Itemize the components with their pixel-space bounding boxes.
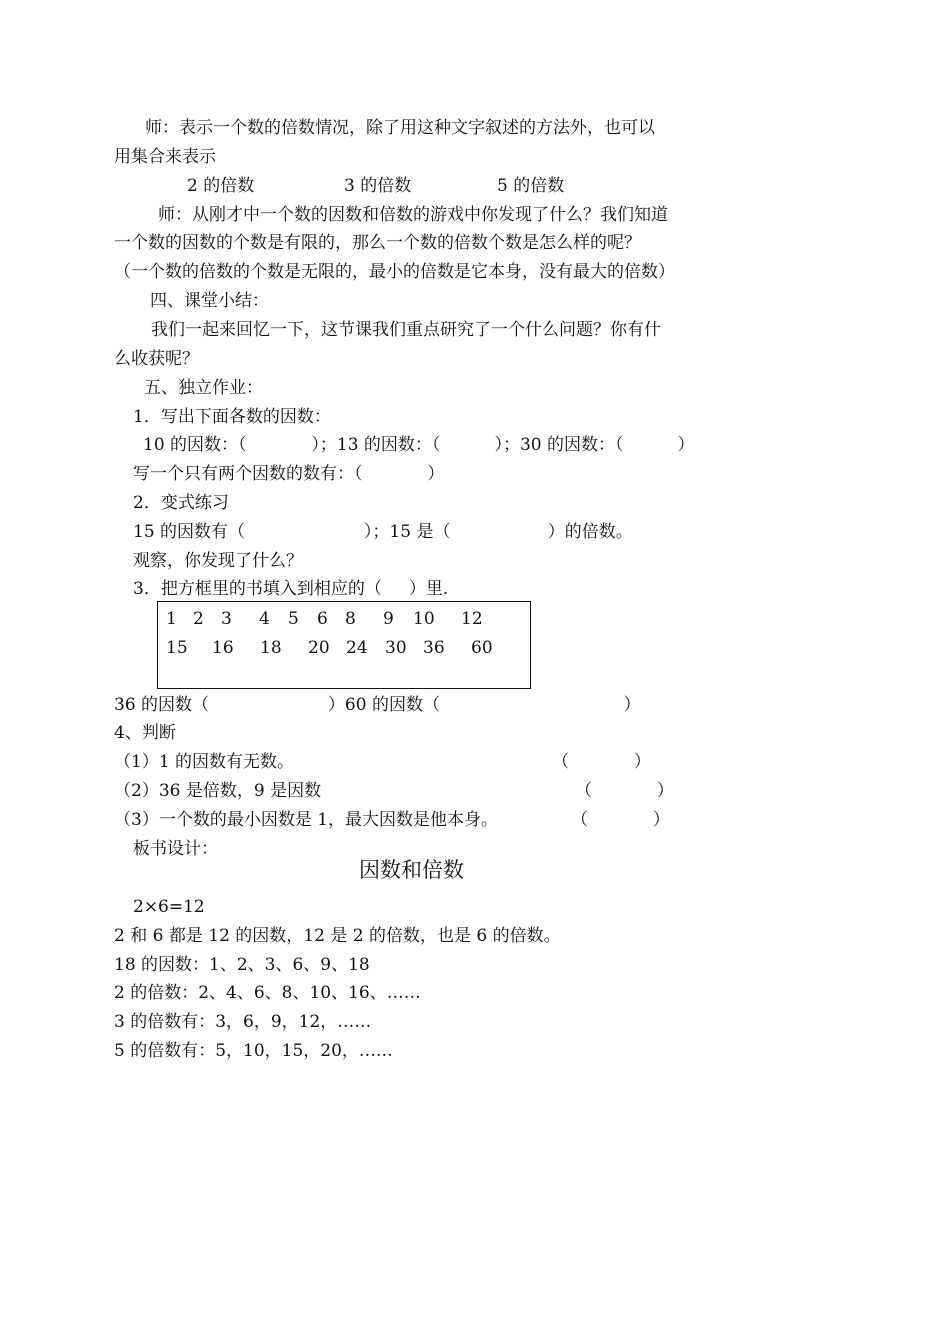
- board-design-label: 板书设计：: [133, 839, 218, 859]
- line-teacher-2-cont: 一个数的因数的个数是有限的，那么一个数的倍数个数是怎么样的呢？: [114, 233, 641, 253]
- judge-3: （3）一个数的最小因数是 1，最大因数是他本身。: [114, 810, 499, 830]
- exercise-4-title: 4、判断: [114, 723, 176, 743]
- set-label-5: 5 的倍数: [497, 176, 565, 196]
- board-line-1: 2 和 6 都是 12 的因数，12 是 2 的倍数，也是 6 的倍数。: [114, 926, 561, 946]
- exercise-1-title: 1．写出下面各数的因数：: [133, 407, 331, 427]
- box-number: 8: [345, 609, 356, 629]
- box-number: 4: [259, 609, 270, 629]
- exercise-2-blanks: 15 的因数有（ ）；15 是（ ）的倍数。: [133, 522, 633, 542]
- box-number: 9: [383, 609, 394, 629]
- board-line-5: 5 的倍数有：5，10，15，20，……: [114, 1041, 393, 1061]
- heading-homework: 五、独立作业：: [144, 378, 263, 398]
- box-number: 16: [212, 638, 234, 658]
- board-title: 因数和倍数: [359, 858, 464, 882]
- box-number: 20: [308, 638, 330, 658]
- line-answer: （一个数的倍数的个数是无限的，最小的倍数是它本身，没有最大的倍数）: [114, 262, 675, 282]
- judge-1-blank: （ ）: [552, 752, 651, 772]
- box-number: 3: [221, 609, 232, 629]
- exercise-3-blanks: 36 的因数（ ）60 的因数（ ）: [114, 695, 641, 715]
- line-teacher-2: 师：从刚才中一个数的因数和倍数的游戏中你发现了什么？我们知道: [158, 205, 668, 225]
- heading-summary: 四、课堂小结：: [150, 291, 269, 311]
- box-number: 18: [260, 638, 282, 658]
- box-number: 60: [471, 638, 493, 658]
- exercise-1-blanks: 10 的因数：（ ）；13 的因数：（ ）；30 的因数：（ ）: [143, 435, 695, 455]
- box-number: 1: [166, 609, 177, 629]
- line-teacher-1: 师：表示一个数的倍数情况，除了用这种文字叙述的方法外，也可以: [145, 118, 655, 138]
- box-number: 2: [193, 609, 204, 629]
- exercise-3-title: 3．把方框里的书填入到相应的（ ）里.: [133, 579, 449, 599]
- set-label-3: 3 的倍数: [344, 176, 412, 196]
- box-number: 24: [346, 638, 368, 658]
- judge-2: （2）36 是倍数，9 是因数: [114, 781, 322, 801]
- line-summary: 我们一起来回忆一下，这节课我们重点研究了一个什么问题？你有什: [151, 320, 661, 340]
- set-label-2: 2 的倍数: [187, 176, 255, 196]
- line-teacher-1-cont: 用集合来表示: [114, 147, 216, 167]
- box-number: 15: [166, 638, 188, 658]
- line-summary-cont: 么收获呢？: [114, 349, 199, 369]
- box-number: 36: [423, 638, 445, 658]
- exercise-1-two-factors: 写一个只有两个因数的数有：（ ）: [133, 464, 445, 484]
- judge-2-blank: （ ）: [575, 781, 674, 801]
- exercise-2-title: 2．变式练习: [133, 493, 229, 513]
- board-line-3: 2 的倍数：2、4、6、8、10、16、……: [114, 983, 421, 1003]
- exercise-2-observe: 观察，你发现了什么？: [133, 551, 303, 571]
- judge-3-blank: （ ）: [571, 810, 670, 830]
- board-equation: 2×6=12: [133, 897, 205, 917]
- board-line-4: 3 的倍数有：3，6，9，12，……: [114, 1012, 372, 1032]
- box-number: 12: [461, 609, 483, 629]
- board-line-2: 18 的因数：1、2、3、6、9、18: [114, 955, 370, 975]
- box-number: 6: [317, 609, 328, 629]
- box-number: 30: [385, 638, 407, 658]
- box-number: 5: [288, 609, 299, 629]
- judge-1: （1）1 的因数有无数。: [114, 752, 295, 772]
- box-number: 10: [413, 609, 435, 629]
